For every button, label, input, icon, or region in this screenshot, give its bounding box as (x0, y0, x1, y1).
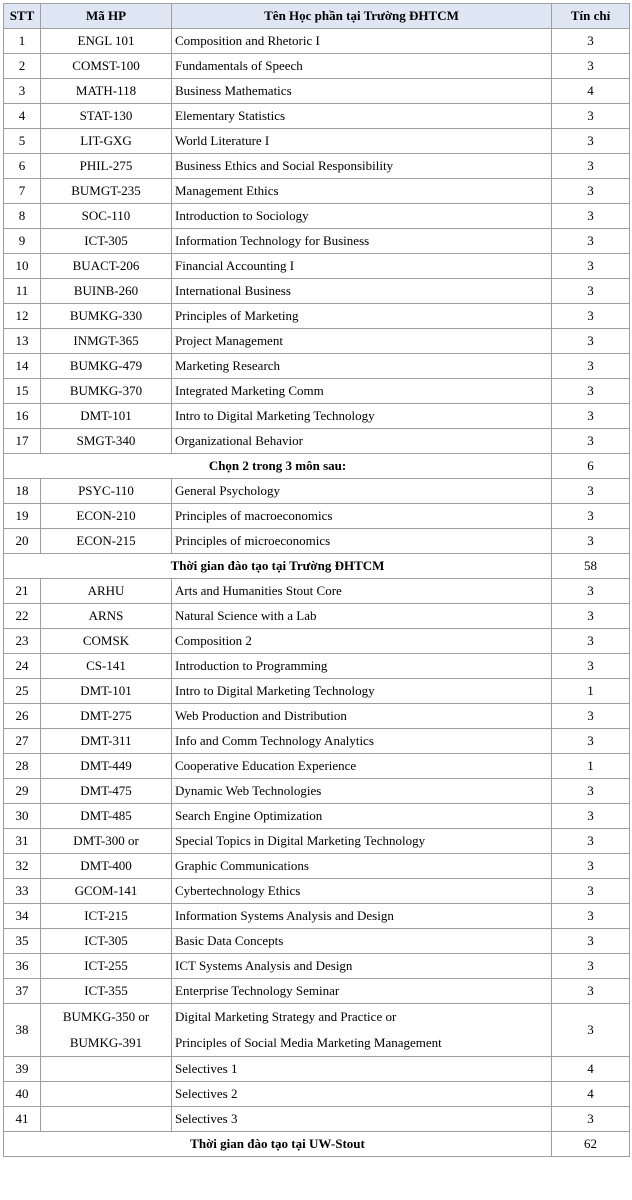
course-name: Special Topics in Digital Marketing Technology (172, 829, 552, 854)
table-row (4, 704, 630, 729)
course-code-line-2: BUMKG-391 (69, 1035, 143, 1050)
table-row (4, 179, 630, 204)
course-code: ECON-215 (41, 529, 172, 554)
course-code: COMSK (41, 629, 172, 654)
course-code: ICT-255 (41, 954, 172, 979)
course-credits: 3 (552, 304, 630, 329)
table-row (4, 829, 630, 854)
course-credits: 1 (552, 754, 630, 779)
course-credits: 3 (552, 729, 630, 754)
course-name: Information Technology for Business (172, 229, 552, 254)
row-number: 40 (4, 1082, 41, 1107)
course-name: Arts and Humanities Stout Core (172, 579, 552, 604)
table-row (4, 804, 630, 829)
row-number: 9 (4, 229, 41, 254)
course-credits: 3 (552, 29, 630, 54)
table-row (4, 779, 630, 804)
course-name: Financial Accounting I (172, 254, 552, 279)
elective-choice-row-label: Chọn 2 trong 3 môn sau: (4, 454, 552, 479)
row-number: 4 (4, 104, 41, 129)
row-number: 13 (4, 329, 41, 354)
course-name: Introduction to Programming (172, 654, 552, 679)
subtotal-uw-row (4, 1132, 630, 1157)
course-name-line-1: Digital Marketing Strategy and Practice or (175, 1009, 397, 1024)
table-row (4, 429, 630, 454)
course-credits: 4 (552, 79, 630, 104)
row-number: 19 (4, 504, 41, 529)
table-row (4, 679, 630, 704)
course-name: World Literature I (172, 129, 552, 154)
table-row (4, 979, 630, 1004)
row-number: 29 (4, 779, 41, 804)
course-code: SMGT-340 (41, 429, 172, 454)
course-name: Project Management (172, 329, 552, 354)
course-code: ARHU (41, 579, 172, 604)
row-number: 16 (4, 404, 41, 429)
row-number: 17 (4, 429, 41, 454)
course-credits: 3 (552, 904, 630, 929)
table-row (4, 904, 630, 929)
course-name: Cybertechnology Ethics (172, 879, 552, 904)
course-code: ICT-215 (41, 904, 172, 929)
course-name: Composition 2 (172, 629, 552, 654)
course-name: Basic Data Concepts (172, 929, 552, 954)
table-row (4, 54, 630, 79)
course-credits: 3 (552, 104, 630, 129)
row-number: 12 (4, 304, 41, 329)
course-code (41, 1107, 172, 1132)
course-credits: 3 (552, 804, 630, 829)
course-name: Organizational Behavior (172, 429, 552, 454)
row-number: 20 (4, 529, 41, 554)
course-name: Web Production and Distribution (172, 704, 552, 729)
course-name: Principles of Marketing (172, 304, 552, 329)
course-code: ENGL 101 (41, 29, 172, 54)
row-number: 24 (4, 654, 41, 679)
course-credits: 3 (552, 779, 630, 804)
course-credits: 3 (552, 429, 630, 454)
row-number: 33 (4, 879, 41, 904)
course-credits: 3 (552, 279, 630, 304)
course-name: Graphic Communications (172, 854, 552, 879)
course-name: Composition and Rhetoric I (172, 29, 552, 54)
course-credits: 3 (552, 704, 630, 729)
course-name: Search Engine Optimization (172, 804, 552, 829)
table-row (4, 154, 630, 179)
row-number: 32 (4, 854, 41, 879)
course-credits: 3 (552, 604, 630, 629)
table-row (4, 604, 630, 629)
table-row (4, 79, 630, 104)
course-credits: 3 (552, 129, 630, 154)
course-name: International Business (172, 279, 552, 304)
row-number: 39 (4, 1057, 41, 1082)
course-code: ICT-305 (41, 229, 172, 254)
row-number: 23 (4, 629, 41, 654)
course-credits: 3 (552, 479, 630, 504)
table-row (4, 404, 630, 429)
course-credits: 3 (552, 879, 630, 904)
row-number: 8 (4, 204, 41, 229)
row-number: 25 (4, 679, 41, 704)
row-number: 5 (4, 129, 41, 154)
course-name: Integrated Marketing Comm (172, 379, 552, 404)
course-code: BUMKG-330 (41, 304, 172, 329)
course-credits: 3 (552, 379, 630, 404)
row-number: 10 (4, 254, 41, 279)
course-name: Info and Comm Technology Analytics (172, 729, 552, 754)
course-name: Information Systems Analysis and Design (172, 904, 552, 929)
course-name: General Psychology (172, 479, 552, 504)
course-code: STAT-130 (41, 104, 172, 129)
table-row (4, 229, 630, 254)
course-code: MATH-118 (41, 79, 172, 104)
course-code: ICT-355 (41, 979, 172, 1004)
course-code (41, 1004, 172, 1057)
course-code: INMGT-365 (41, 329, 172, 354)
course-credits: 3 (552, 354, 630, 379)
course-code: DMT-101 (41, 679, 172, 704)
course-credits: 4 (552, 1082, 630, 1107)
course-code: DMT-300 or (41, 829, 172, 854)
table-row (4, 879, 630, 904)
course-name: Enterprise Technology Seminar (172, 979, 552, 1004)
subtotal-uw-row-label: Thời gian đào tạo tại UW-Stout (4, 1132, 552, 1157)
course-name (172, 1004, 552, 1057)
table-row (4, 504, 630, 529)
table-row (4, 304, 630, 329)
course-code (41, 1082, 172, 1107)
course-credits: 3 (552, 654, 630, 679)
course-credits: 3 (552, 504, 630, 529)
row-number: 22 (4, 604, 41, 629)
course-name: Natural Science with a Lab (172, 604, 552, 629)
table-row (4, 1107, 630, 1132)
row-number: 11 (4, 279, 41, 304)
course-code: COMST-100 (41, 54, 172, 79)
table-row (4, 479, 630, 504)
course-credits: 3 (552, 954, 630, 979)
table-row (4, 529, 630, 554)
table-row (4, 379, 630, 404)
course-code: BUMKG-370 (41, 379, 172, 404)
table-row (4, 1082, 630, 1107)
course-credits: 3 (552, 154, 630, 179)
course-code: DMT-485 (41, 804, 172, 829)
table-row (4, 954, 630, 979)
row-number: 18 (4, 479, 41, 504)
header-stt: STT (4, 4, 41, 29)
course-name: Business Mathematics (172, 79, 552, 104)
course-code: DMT-275 (41, 704, 172, 729)
row-number: 21 (4, 579, 41, 604)
row-number: 26 (4, 704, 41, 729)
course-code: CS-141 (41, 654, 172, 679)
course-code: DMT-400 (41, 854, 172, 879)
table-row (4, 129, 630, 154)
course-code: LIT-GXG (41, 129, 172, 154)
course-name: ICT Systems Analysis and Design (172, 954, 552, 979)
row-number: 3 (4, 79, 41, 104)
course-code: ICT-305 (41, 929, 172, 954)
course-credits: 3 (552, 204, 630, 229)
course-credits: 3 (552, 229, 630, 254)
course-name: Business Ethics and Social Responsibility (172, 154, 552, 179)
course-code: ARNS (41, 604, 172, 629)
course-code: DMT-449 (41, 754, 172, 779)
row-number: 28 (4, 754, 41, 779)
elective-choice-row (4, 454, 630, 479)
course-name: Elementary Statistics (172, 104, 552, 129)
course-code: BUMGT-235 (41, 179, 172, 204)
course-code-line-1: BUMKG-350 or (62, 1009, 150, 1024)
course-credits: 1 (552, 679, 630, 704)
course-credits: 3 (552, 179, 630, 204)
row-number: 27 (4, 729, 41, 754)
row-number: 7 (4, 179, 41, 204)
row-number: 1 (4, 29, 41, 54)
course-credits: 3 (552, 1004, 630, 1057)
course-name: Fundamentals of Speech (172, 54, 552, 79)
course-credits: 3 (552, 1107, 630, 1132)
row-number: 6 (4, 154, 41, 179)
course-name: Dynamic Web Technologies (172, 779, 552, 804)
row-number: 38 (4, 1004, 41, 1057)
table-row (4, 729, 630, 754)
table-row (4, 329, 630, 354)
course-credits: 4 (552, 1057, 630, 1082)
course-code: ECON-210 (41, 504, 172, 529)
course-credits: 3 (552, 629, 630, 654)
course-name: Intro to Digital Marketing Technology (172, 679, 552, 704)
course-name: Selectives 1 (172, 1057, 552, 1082)
course-name: Principles of microeconomics (172, 529, 552, 554)
row-number: 15 (4, 379, 41, 404)
course-credits: 3 (552, 979, 630, 1004)
course-credits: 3 (552, 579, 630, 604)
course-credits: 3 (552, 329, 630, 354)
table-row (4, 104, 630, 129)
course-name: Principles of macroeconomics (172, 504, 552, 529)
subtotal-uw-row-credits: 62 (552, 1132, 630, 1157)
course-code: PSYC-110 (41, 479, 172, 504)
row-number: 37 (4, 979, 41, 1004)
row-number: 36 (4, 954, 41, 979)
course-name-line-2: Principles of Social Media Marketing Management (175, 1035, 442, 1050)
table-row (4, 354, 630, 379)
course-credits: 3 (552, 54, 630, 79)
table-row (4, 579, 630, 604)
course-name: Cooperative Education Experience (172, 754, 552, 779)
table-row (4, 254, 630, 279)
course-name: Introduction to Sociology (172, 204, 552, 229)
header-credits: Tín chỉ (552, 4, 630, 29)
course-table (3, 3, 630, 1157)
subtotal-hcm-row-label: Thời gian đào tạo tại Trường ĐHTCM (4, 554, 552, 579)
course-code: DMT-101 (41, 404, 172, 429)
row-number: 35 (4, 929, 41, 954)
course-name: Selectives 3 (172, 1107, 552, 1132)
table-row (4, 629, 630, 654)
table-header-row (4, 4, 630, 29)
course-credits: 3 (552, 404, 630, 429)
course-code: BUMKG-479 (41, 354, 172, 379)
course-credits: 3 (552, 854, 630, 879)
row-number: 14 (4, 354, 41, 379)
course-code: BUACT-206 (41, 254, 172, 279)
course-code: DMT-475 (41, 779, 172, 804)
header-code: Mã HP (41, 4, 172, 29)
course-code: GCOM-141 (41, 879, 172, 904)
table-row (4, 29, 630, 54)
course-code: SOC-110 (41, 204, 172, 229)
header-name: Tên Học phần tại Trường ĐHTCM (172, 4, 552, 29)
table-row (4, 854, 630, 879)
row-number: 34 (4, 904, 41, 929)
table-row (4, 1004, 630, 1057)
row-number: 31 (4, 829, 41, 854)
course-name: Selectives 2 (172, 1082, 552, 1107)
table-row (4, 929, 630, 954)
course-code: PHIL-275 (41, 154, 172, 179)
row-number: 30 (4, 804, 41, 829)
row-number: 41 (4, 1107, 41, 1132)
course-name: Intro to Digital Marketing Technology (172, 404, 552, 429)
course-credits: 3 (552, 929, 630, 954)
table-row (4, 279, 630, 304)
table-row (4, 654, 630, 679)
subtotal-hcm-row (4, 554, 630, 579)
subtotal-hcm-row-credits: 58 (552, 554, 630, 579)
course-code (41, 1057, 172, 1082)
course-code: DMT-311 (41, 729, 172, 754)
course-credits: 3 (552, 529, 630, 554)
course-credits: 3 (552, 829, 630, 854)
table-row (4, 754, 630, 779)
course-credits: 3 (552, 254, 630, 279)
course-code: BUINB-260 (41, 279, 172, 304)
course-name: Marketing Research (172, 354, 552, 379)
elective-choice-row-credits: 6 (552, 454, 630, 479)
row-number: 2 (4, 54, 41, 79)
table-row (4, 1057, 630, 1082)
table-row (4, 204, 630, 229)
course-name: Management Ethics (172, 179, 552, 204)
